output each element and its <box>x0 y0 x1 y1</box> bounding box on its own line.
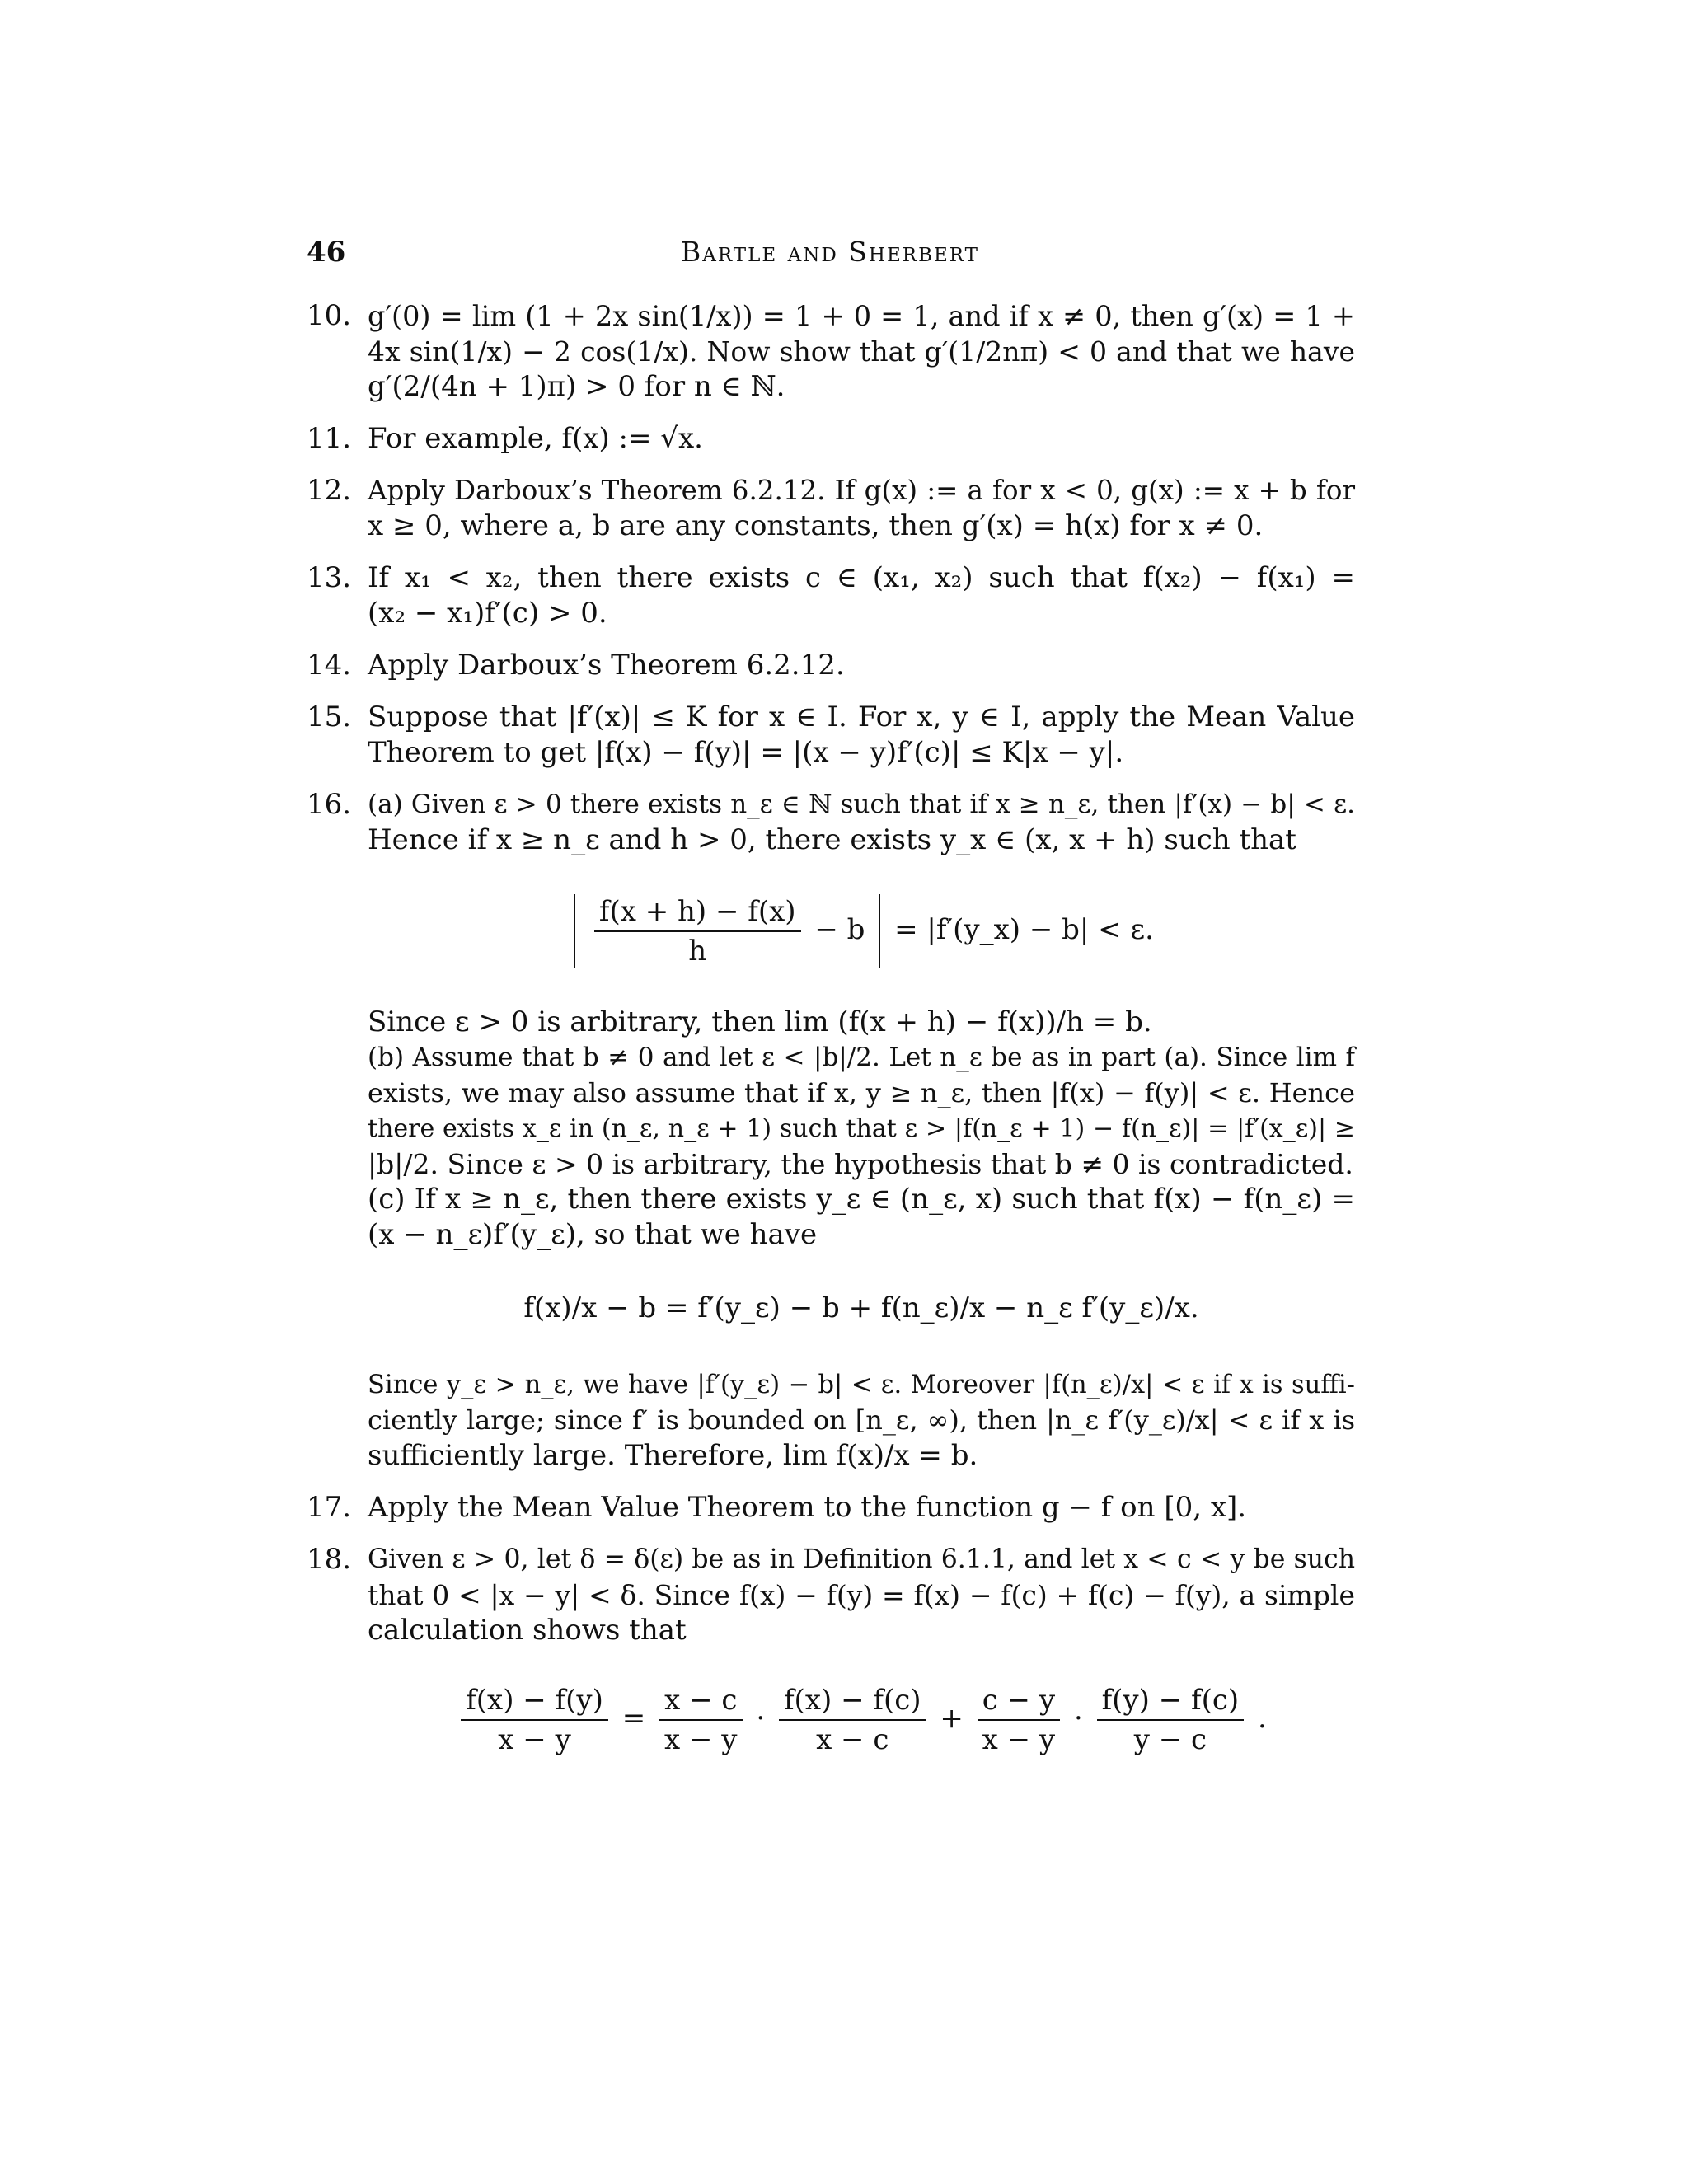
text-line: Suppose that |f′(x)| ≤ K for x ∈ I. For x, y ∈ I, apply the Mean Value <box>368 701 1355 733</box>
dot-operator: · <box>756 1702 766 1735</box>
text-line: (a) Given ε > 0 there exists n_ε ∈ ℕ such that if x ≥ n_ε, then |f′(x) − b| < ε. <box>368 790 1355 819</box>
solution-item <box>307 648 1355 683</box>
abs-bar-left <box>574 894 575 968</box>
period: . <box>1257 1702 1267 1735</box>
item-number: 11. <box>307 422 352 455</box>
solution-item <box>307 473 1355 544</box>
solution-item <box>307 1490 1355 1526</box>
text-line: |b|/2. Since ε > 0 is arbitrary, the hypothesis that b ≠ 0 is contradicted. <box>368 1148 1353 1180</box>
running-title: Bartle and Sherbert <box>680 236 980 268</box>
item-number: 13. <box>307 561 352 594</box>
item-number: 15. <box>307 701 352 733</box>
text-line: For example, f(x) := √x. <box>368 422 703 455</box>
equation-text: = |f′(y_x) − b| < ε. <box>894 913 1154 946</box>
item-number: 17. <box>307 1491 352 1524</box>
solution-item <box>307 560 1355 631</box>
display-equation: f(x)/x − b = f′(y_ε) − b + f(n_ε)/x − n_ε f′(y_ε)/x. <box>523 1291 1199 1324</box>
numerator: x − c <box>659 1681 743 1721</box>
solution-item <box>307 421 1355 457</box>
solution-item <box>307 298 1355 405</box>
fraction <box>779 1681 926 1759</box>
text-line: Given ε > 0, let δ = δ(ε) be as in Definition 6.1.1, and let x < c < y be such <box>368 1544 1355 1574</box>
text-line: sufficiently large. Therefore, lim f(x)/x = b. <box>368 1439 978 1472</box>
text-line: Theorem to get |f(x) − f(y)| = |(x − y)f′(c)| ≤ K|x − y|. <box>368 736 1124 769</box>
text-line: x ≥ 0, where a, b are any constants, then g′(x) = h(x) for x ≠ 0. <box>368 509 1264 542</box>
text-line: (x₂ − x₁)f′(c) > 0. <box>368 597 607 630</box>
denominator: h <box>688 935 707 968</box>
abs-bar-right <box>879 894 880 968</box>
plus-sign: + <box>940 1702 964 1735</box>
solution-item <box>307 700 1355 771</box>
text-line: ciently large; since f′ is bounded on [n_ε, ∞), then |n_ε f′(y_ε)/x| < ε if x is <box>368 1404 1355 1436</box>
dot-operator: · <box>1073 1702 1083 1735</box>
text-line: g′(0) = lim (1 + 2x sin(1/x)) = 1 + 0 = 1, and if x ≠ 0, then g′(x) = 1 + <box>368 300 1355 332</box>
text-line: that 0 < |x − y| < δ. Since f(x) − f(y) = f(x) − f(c) + f(c) − f(y), a simple <box>368 1579 1355 1611</box>
text-line: 4x sin(1/x) − 2 cos(1/x). Now show that g′(1/2nπ) < 0 and that we have <box>368 335 1355 368</box>
text-line: Hence if x ≥ n_ε and h > 0, there exists y_x ∈ (x, x + h) such that <box>368 823 1296 856</box>
solution-item <box>307 1542 1355 1759</box>
equals-sign: = <box>621 1702 646 1735</box>
solutions-list <box>307 298 1355 1775</box>
item-number: 10. <box>307 299 352 332</box>
display-equation <box>368 1681 1355 1759</box>
fraction <box>659 1681 743 1759</box>
denominator: x − y <box>664 1723 738 1756</box>
numerator: c − y <box>978 1681 1061 1721</box>
numerator: f(x + h) − f(x) <box>594 893 801 932</box>
denominator: y − c <box>1133 1723 1207 1756</box>
text-line: Apply the Mean Value Theorem to the function g − f on [0, x]. <box>368 1491 1247 1524</box>
text-line: (c) If x ≥ n_ε, then there exists y_ε ∈ (n_ε, x) such that f(x) − f(n_ε) = <box>368 1183 1355 1216</box>
item-number: 14. <box>307 649 352 682</box>
denominator: x − y <box>498 1723 571 1756</box>
item-number: 12. <box>307 474 352 507</box>
text-line: If x₁ < x₂, then there exists c ∈ (x₁, x₂) such that f(x₂) − f(x₁) = <box>368 561 1355 594</box>
numerator: f(y) − f(c) <box>1097 1681 1245 1721</box>
text-line: Since ε > 0 is arbitrary, then lim (f(x + h) − f(x))/h = b. <box>368 1005 1152 1038</box>
item-number: 16. <box>307 788 352 821</box>
text-line: Since y_ε > n_ε, we have |f′(y_ε) − b| < ε. Moreover |f(n_ε)/x| < ε if x is suffi- <box>368 1371 1355 1399</box>
fraction <box>594 893 801 970</box>
text-line: (x − n_ε)f′(y_ε), so that we have <box>368 1218 818 1251</box>
fraction <box>1097 1681 1245 1759</box>
text-line: Apply Darboux’s Theorem 6.2.12. <box>368 649 845 682</box>
item-number: 18. <box>307 1543 352 1576</box>
text-line: exists, we may also assume that if x, y ≥ n_ε, then |f(x) − f(y)| < ε. Hence <box>368 1077 1355 1108</box>
text-line: Apply Darboux’s Theorem 6.2.12. If g(x) := a for x < 0, g(x) := x + b for <box>368 475 1355 506</box>
fraction <box>978 1681 1061 1759</box>
page-number: 46 <box>307 236 346 269</box>
fraction <box>461 1681 608 1759</box>
text-line: (b) Assume that b ≠ 0 and let ε < |b|/2. Let n_ε be as in part (a). Since lim f <box>368 1043 1355 1072</box>
denominator: x − c <box>816 1723 889 1756</box>
text-line: there exists x_ε in (n_ε, n_ε + 1) such that ε > |f(n_ε + 1) − f(n_ε)| = |f′(x_ε)| ≥ <box>368 1114 1355 1143</box>
equation-text: − b <box>814 913 865 946</box>
display-equation <box>368 893 1355 970</box>
text-line: calculation shows that <box>368 1614 687 1647</box>
text-line: g′(2/(4n + 1)π) > 0 for n ∈ ℕ. <box>368 370 785 403</box>
numerator: f(x) − f(y) <box>461 1681 608 1721</box>
page-header <box>307 236 1353 277</box>
solution-item <box>307 787 1355 1474</box>
numerator: f(x) − f(c) <box>779 1681 926 1721</box>
denominator: x − y <box>982 1723 1056 1756</box>
